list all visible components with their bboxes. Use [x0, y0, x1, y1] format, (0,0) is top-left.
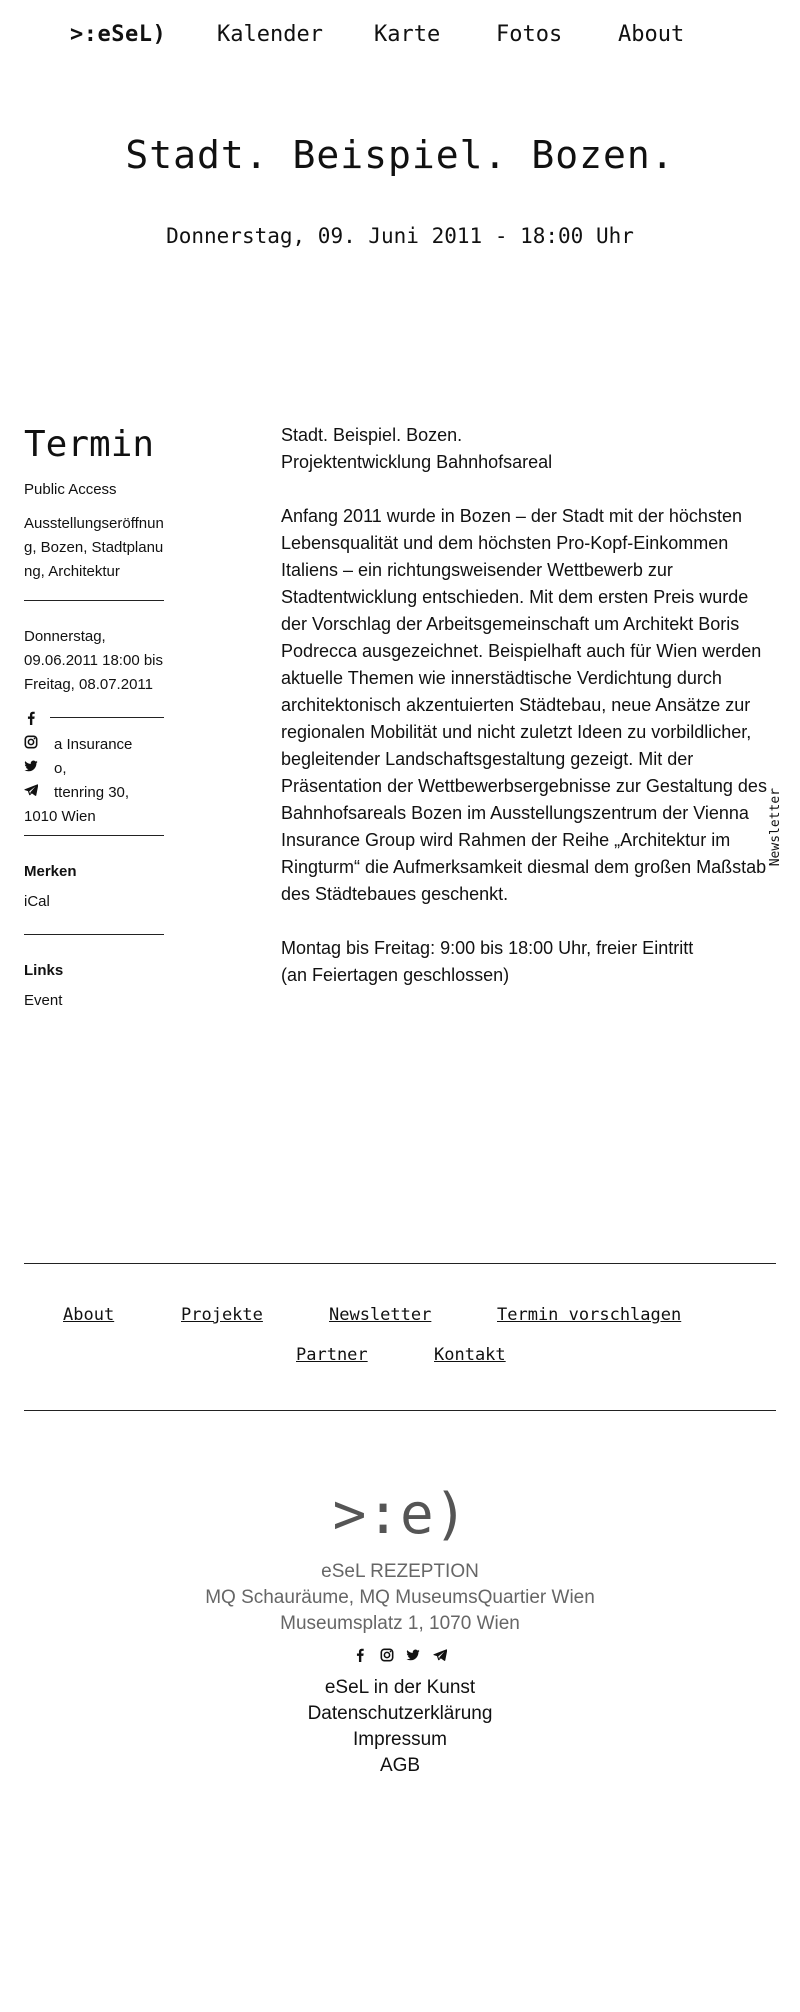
ical-link[interactable]: iCal	[24, 893, 50, 910]
nav-about[interactable]: About	[618, 22, 685, 47]
footer-termin-vorschlagen-link[interactable]: Termin vorschlagen	[497, 1305, 682, 1325]
location-line: o,	[54, 760, 67, 777]
merken-label: Merken	[24, 863, 77, 880]
instagram-icon[interactable]	[376, 1648, 398, 1667]
address-line: MQ Schauräume, MQ MuseumsQuartier Wien	[205, 1587, 595, 1608]
footer-social-icons	[0, 1648, 800, 1667]
facebook-icon[interactable]	[24, 709, 46, 733]
footer-links	[0, 1675, 800, 1779]
divider	[46, 717, 164, 718]
content-body: Anfang 2011 wurde in Bozen – der Stadt mit der höchsten Lebensqualität und dem höchsten Pro-Kopf-Einkommen Italiens – ein richtungsweisender Wettbewerb zur Stadtentwicklung entschieden. Mit dem ersten Preis wurde der Vorschlag der Arbeitsgemeinschaft um Architekt Boris Podrecca ausgezeichnet. Beispielhaft auch für Wien werden aktuelle Themen wie innerstädtische Verdichtung durch architektonisch akzentuierten Städtebau, neue Ansätze zur regionalen Mobilität und nicht zuletzt Ideen zu vorbildlicher, begleitender Landschaftsgestaltung gezeigt. Mit der Präsentation der Wettbewerbsergebnisse zur Gestaltung des Bahnhofsareals Bozen im Ausstellungszentrum der Vienna Insurance Group wird Rahmen der Reihe „Architektur im Ringturm“ die Aufmerksamkeit diesmal dem großen Maßstab des Städtebaues geschenkt.	[281, 506, 767, 904]
footer-address	[0, 1559, 800, 1637]
share-icons	[24, 707, 50, 805]
location-line: 1010 Wien	[24, 808, 96, 825]
holiday-note: (an Feiertagen geschlossen)	[281, 965, 510, 985]
content-heading: Stadt. Beispiel. Bozen.	[281, 425, 463, 445]
nav-kalender[interactable]: Kalender	[217, 22, 323, 47]
location-line: ttenring 30,	[54, 784, 130, 801]
facebook-icon[interactable]	[349, 1648, 371, 1667]
telegram-icon[interactable]	[24, 781, 46, 805]
termin-sidebar	[24, 424, 164, 1013]
top-navigation	[0, 22, 800, 52]
footer-logo[interactable]: >:e)	[332, 1482, 468, 1547]
twitter-icon[interactable]	[402, 1648, 424, 1667]
event-date: Donnerstag, 09. Juni 2011 - 18:00 Uhr	[166, 224, 634, 248]
access-label: Public Access	[24, 481, 117, 498]
divider	[24, 600, 164, 601]
location-line: a Insurance	[54, 736, 133, 753]
nav-karte[interactable]: Karte	[374, 22, 441, 47]
event-description	[281, 422, 776, 1016]
instagram-icon[interactable]	[24, 733, 46, 757]
divider	[24, 835, 164, 836]
footer-link-agb[interactable]: AGB	[379, 1755, 421, 1776]
footer-newsletter-link[interactable]: Newsletter	[329, 1305, 432, 1325]
footer-kontakt-link[interactable]: Kontakt	[434, 1345, 506, 1365]
footer-partner-link[interactable]: Partner	[296, 1345, 368, 1365]
telegram-icon[interactable]	[429, 1648, 451, 1667]
divider	[24, 934, 164, 935]
twitter-icon[interactable]	[24, 757, 46, 781]
links-label: Links	[24, 962, 64, 979]
page-title: Stadt. Beispiel. Bozen.	[125, 133, 675, 177]
address-line: eSeL REZEPTION	[321, 1561, 479, 1582]
event-link[interactable]: Event	[24, 992, 63, 1009]
address-line: Museumsplatz 1, 1070 Wien	[280, 1613, 520, 1634]
content-subheading: Projektentwicklung Bahnhofsareal	[281, 452, 553, 472]
footer-link-impressum[interactable]: Impressum	[353, 1729, 447, 1750]
event-dates: Donnerstag, 09.06.2011 18:00 bis Freitag, 08.07.2011	[24, 628, 164, 693]
opening-hours: Montag bis Freitag: 9:00 bis 18:00 Uhr, freier Eintritt	[281, 938, 694, 958]
divider	[24, 1410, 776, 1411]
footer-link-datenschutz[interactable]: Datenschutzerklärung	[307, 1703, 493, 1724]
site-logo[interactable]: >:eSeL)	[70, 22, 167, 47]
nav-fotos[interactable]: Fotos	[496, 22, 563, 47]
newsletter-tab[interactable]: Newsletter	[768, 788, 783, 867]
event-tags: Ausstellungseröffnung, Bozen, Stadtplanung, Architektur	[24, 515, 164, 580]
footer-projekte-link[interactable]: Projekte	[181, 1305, 263, 1325]
termin-heading: Termin	[24, 424, 155, 465]
divider	[24, 1263, 776, 1264]
footer-link-kunst[interactable]: eSeL in der Kunst	[324, 1677, 476, 1698]
location-block	[24, 707, 164, 825]
footer-about-link[interactable]: About	[63, 1305, 115, 1325]
